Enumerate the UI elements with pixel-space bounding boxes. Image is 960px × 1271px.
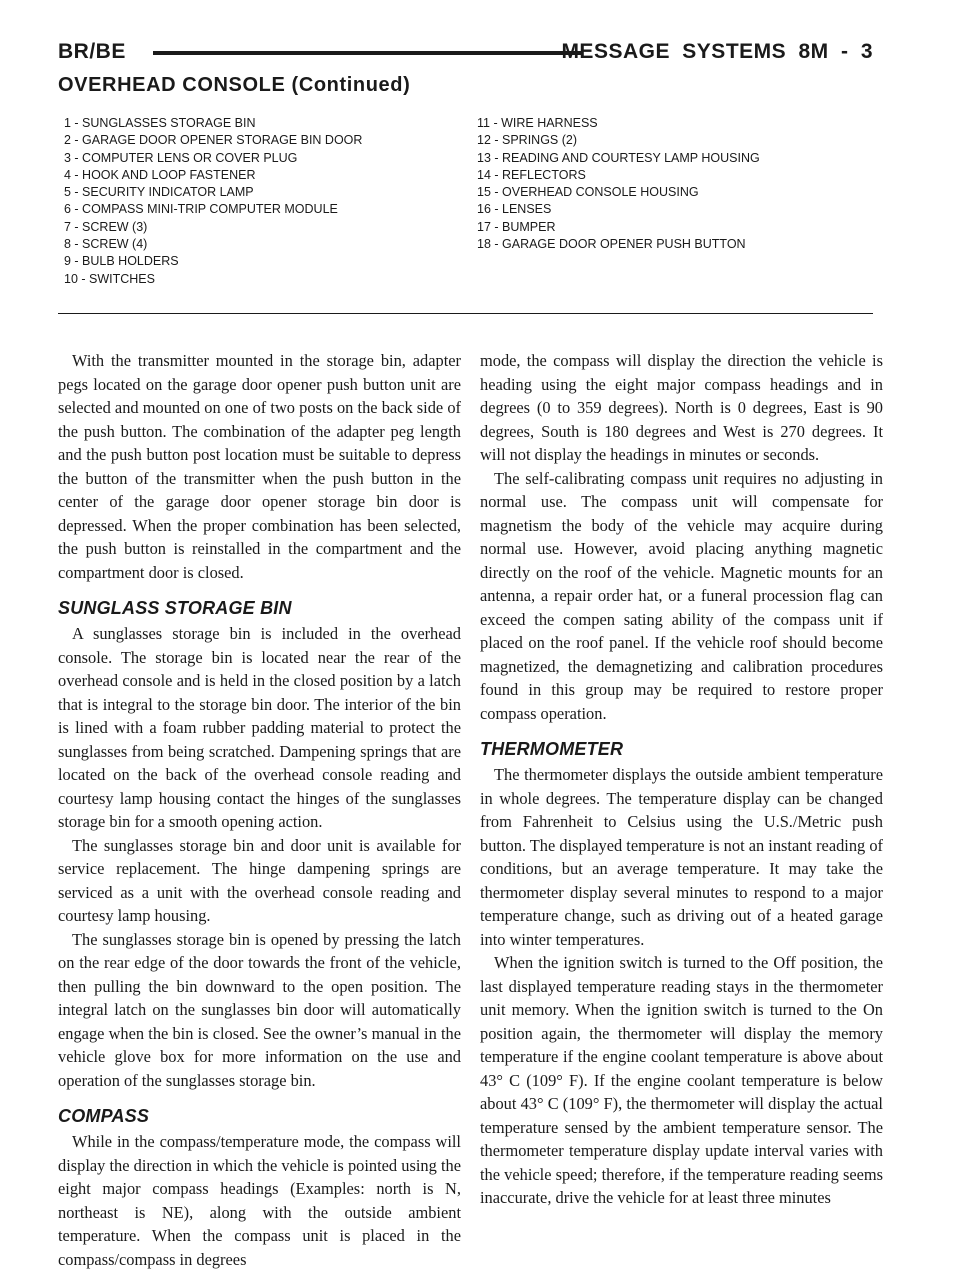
- legend-item: 10 - SWITCHES: [64, 271, 155, 286]
- paragraph-compass-continued: mode, the compass will display the direction the vehicle is heading using the eight major compass headings and in degrees (0 to 359 degrees). North is 0 degrees, East is 90 degrees, South is 180 degrees and West is 270 degrees. It will not display the headings in minutes or seconds.: [480, 351, 883, 464]
- page-header: [58, 40, 873, 70]
- body-column-left: [58, 349, 461, 1271]
- legend-item: 3 - COMPUTER LENS OR COVER PLUG: [64, 150, 298, 165]
- legend-item: 5 - SECURITY INDICATOR LAMP: [64, 185, 254, 200]
- paragraph-sunglass-2: The sunglasses storage bin and door unit is available for service replacement. The hinge dampening springs are serviced as a unit with the overhead console reading and courtesy lamp housing.: [58, 835, 461, 925]
- legend-item: 8 - SCREW (4): [64, 237, 148, 252]
- paragraph-compass-2: The self-calibrating compass unit requires no adjusting in normal use. The compass unit will compensate for magnetism the body of the vehicle may acquire during normal use. However, avoid placing anything magnetic directly on the roof of the vehicle. Magnetic mounts for an antenna, a repair order hat, or a funeral procession flag can exceed the compen sating ability of the compass unit if placed on the roof panel. If the vehicle roof should become magnetized, the demagnetizing and calibration procedures found in this group may be required to restore proper compass operation.: [480, 468, 883, 723]
- legend-item: 2 - GARAGE DOOR OPENER STORAGE BIN DOOR: [64, 133, 363, 148]
- figure-legend-right: [477, 115, 760, 253]
- body-column-right: [480, 349, 883, 1210]
- paragraph-sunglass-3: The sunglasses storage bin is opened by pressing the latch on the rear edge of the door towards the front of the vehicle, then pulling the bin downward to the open position. The integral latch on the sunglasses bin door will automatically engage when the bin is closed. See the owner’s manual in the vehicle glove box for more information on the use and operation of the sunglasses storage bin.: [58, 929, 461, 1090]
- paragraph-thermometer-1: The thermometer displays the outside ambient temperature in whole degrees. The temperature display can be changed from Fahrenheit to Celsius using the U.S./Metric push button. The displayed temperature is not an instant reading of conditions, but an average temperature. It may take the thermometer display several minutes to respond to a major temperature change, such as driving out of a heated garage into winter temperatures.: [480, 765, 883, 949]
- legend-item: 6 - COMPASS MINI-TRIP COMPUTER MODULE: [64, 202, 338, 217]
- legend-item: 12 - SPRINGS (2): [477, 133, 578, 148]
- legend-item: 1 - SUNGLASSES STORAGE BIN: [64, 116, 256, 130]
- paragraph-thermometer-2: When the ignition switch is turned to the Off position, the last displayed temperature reading stays in the thermometer unit memory. When the ignition switch is turned to the On position again, the thermometer will display the memory temperature if the engine coolant temperature is above about 43° C (109° F). If the engine coolant temperature is below about 43° C (109° F), the thermometer will display the actual temperature sensed by the ambient temperature sensor. The thermometer temperature display update interval varies with the vehicle speed; therefore, if the temperature reading seems inaccurate, drive the vehicle for at least three minutes: [480, 953, 883, 1207]
- legend-item: 16 - LENSES: [477, 202, 552, 217]
- heading-thermometer: THERMOMETER: [480, 739, 624, 759]
- paragraph-compass-1: While in the compass/temperature mode, the compass will display the direction in which the vehicle is pointed using the eight major compass headings (Examples: north is N, northeast is NE), along with the outside ambient temperature. When the compass unit is placed in the compass/compass in degrees: [58, 1132, 461, 1269]
- section-title: OVERHEAD CONSOLE (Continued): [58, 74, 411, 96]
- paragraph-sunglass-1: A sunglasses storage bin is included in the overhead console. The storage bin is located near the rear of the overhead console and is held in the closed position by a latch that is integral to the storage bin door. The interior of the bin is lined with a foam rubber padding material to protect the sunglasses from being scratched. Dampening springs that are located on the back of the overhead console reading and courtesy lamp housing contact the hinges of the sunglasses storage bin for a smooth opening action.: [58, 624, 461, 831]
- legend-item: 11 - WIRE HARNESS: [477, 116, 598, 130]
- legend-divider: [58, 313, 873, 314]
- legend-item: 17 - BUMPER: [477, 219, 556, 234]
- legend-item: 15 - OVERHEAD CONSOLE HOUSING: [477, 185, 699, 200]
- header-rule: [153, 51, 583, 55]
- legend-item: 4 - HOOK AND LOOP FASTENER: [64, 167, 256, 182]
- figure-legend-left: [64, 115, 362, 288]
- legend-item: 9 - BULB HOLDERS: [64, 254, 179, 269]
- legend-item: 18 - GARAGE DOOR OPENER PUSH BUTTON: [477, 237, 746, 252]
- legend-item: 7 - SCREW (3): [64, 219, 148, 234]
- header-model: BR/BE: [58, 40, 126, 63]
- heading-sunglass-storage-bin: SUNGLASS STORAGE BIN: [58, 598, 292, 618]
- legend-item: 13 - READING AND COURTESY LAMP HOUSING: [477, 150, 760, 165]
- legend-item: 14 - REFLECTORS: [477, 167, 586, 182]
- paragraph-intro: With the transmitter mounted in the storage bin, adapter pegs located on the garage door opener push button unit are selected and mounted on one of two posts on the back side of the push button. The combination of the adapter peg length and the push button post location must be suitable to depress the button of the transmitter when the push button in the center of the garage door opener storage bin door is depressed. When the proper combination has been selected, the push button is reinstalled in the compartment and the compartment door is closed.: [58, 351, 461, 582]
- header-section-page: MESSAGE SYSTEMS 8M - 3: [561, 40, 873, 63]
- heading-compass: COMPASS: [58, 1106, 150, 1126]
